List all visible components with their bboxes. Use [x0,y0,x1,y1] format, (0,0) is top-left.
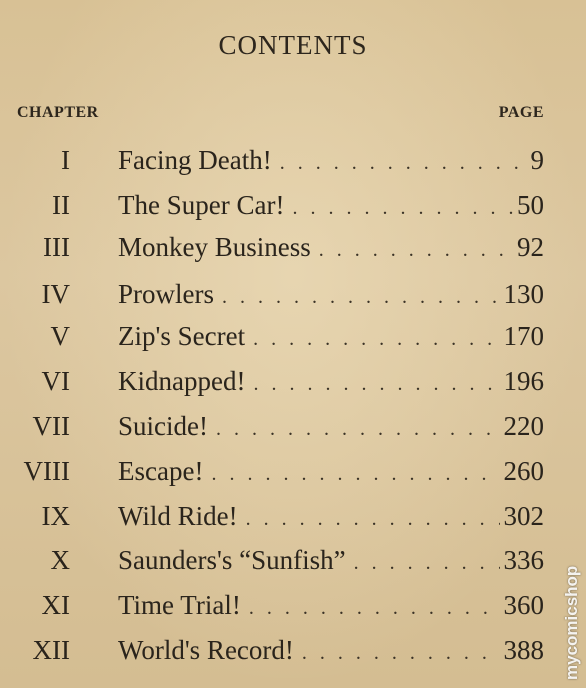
chapter-page: 50 [517,190,544,220]
chapter-page: 302 [503,501,544,531]
chapter-title: Saunders's “Sunfish” [118,545,346,575]
toc-entry [0,361,586,401]
chapter-number: XII [32,635,70,665]
toc-entry [0,227,586,267]
dot-leader [280,143,527,183]
chapter-page: 388 [503,635,544,665]
toc-entry [0,406,586,446]
chapter-number: X [50,545,70,575]
chapter-page: 336 [503,545,544,575]
toc-entry [0,140,586,180]
chapter-number: IV [41,279,70,309]
dot-leader [292,188,513,228]
chapter-page: 92 [517,232,544,262]
chapter-page: 196 [503,366,544,396]
chapter-title: Escape! [118,456,204,486]
chapter-number: IX [41,501,70,531]
chapter-number: VII [32,411,70,441]
dot-leader [253,364,499,404]
toc-entry [0,496,586,536]
dot-leader [302,633,500,673]
chapter-page: 130 [503,279,544,309]
dot-leader [354,543,500,583]
chapter-title: Kidnapped! [118,366,246,396]
toc-entry [0,316,586,356]
chapter-page: 220 [503,411,544,441]
chapter-number: VIII [23,456,70,486]
chapter-column-header: CHAPTER [17,104,99,121]
chapter-number: XI [41,590,70,620]
chapter-title: Zip's Secret [118,321,246,351]
chapter-number: III [43,232,70,262]
watermark: mycomicshop [562,565,581,680]
toc-entry [0,630,586,670]
dot-leader [216,409,500,449]
page-title: CONTENTS [218,30,368,60]
toc-entry [0,451,586,491]
toc-entry [0,185,586,225]
chapter-title: Wild Ride! [118,501,238,531]
chapter-title: Monkey Business [118,232,311,262]
chapter-page: 170 [503,321,544,351]
chapter-title: Prowlers [118,279,214,309]
toc-entry [0,274,586,314]
chapter-title: Time Trial! [118,590,241,620]
chapter-number: I [61,145,70,175]
chapter-title: World's Record! [118,635,294,665]
toc-entry [0,585,586,625]
chapter-title: Facing Death! [118,145,272,175]
chapter-number: II [52,190,70,220]
chapter-title: The Super Car! [118,190,285,220]
chapter-page: 260 [503,456,544,486]
toc-entry [0,540,586,580]
dot-leader [249,588,500,628]
dot-leader [253,319,499,359]
chapter-page: 9 [530,145,544,175]
chapter-page: 360 [503,590,544,620]
page-column-header: PAGE [498,104,544,121]
chapter-number: VI [41,366,70,396]
chapter-title: Suicide! [118,411,208,441]
dot-leader [222,277,500,317]
dot-leader [246,499,500,539]
dot-leader [211,454,499,494]
chapter-number: V [50,321,70,351]
dot-leader [319,230,513,270]
